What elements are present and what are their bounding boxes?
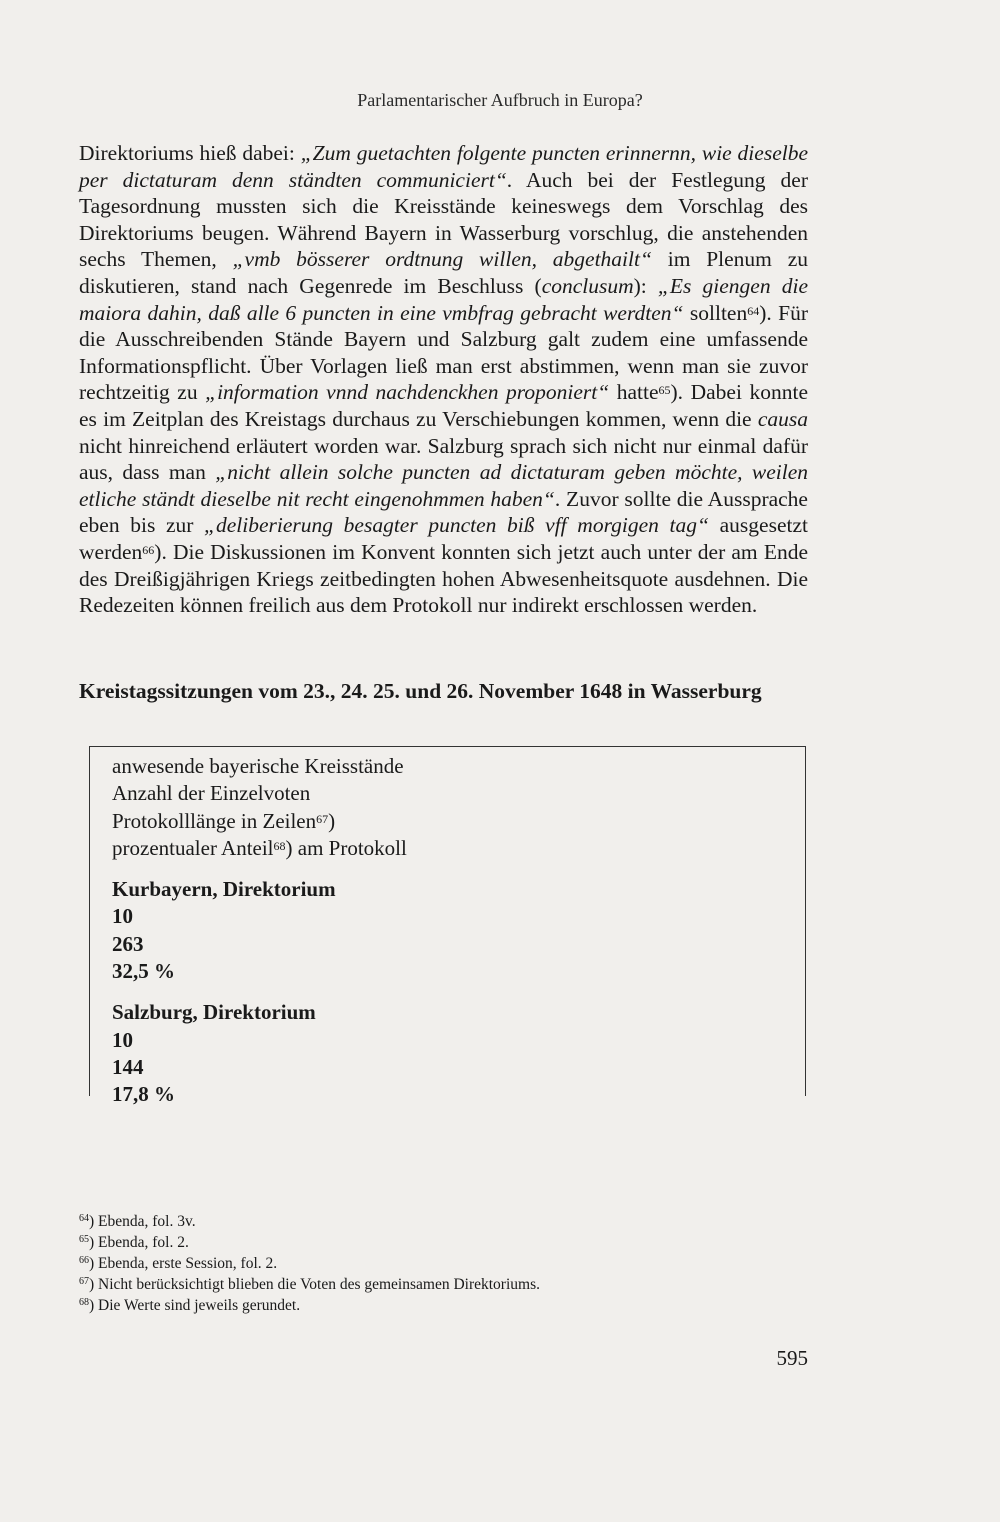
text-run: . Zuvor sollte die Aussprache eben bis zur [79, 486, 808, 538]
table-content [112, 753, 772, 1109]
running-head: Parlamentarischer Aufbruch in Europa? [357, 90, 643, 110]
text-run: prozentualer Anteil [112, 835, 274, 860]
footnote: $^{68}$) Die Werte sind jeweils gerundet. [79, 1297, 301, 1314]
footnote-text: Ebenda, fol. 2. [98, 1234, 189, 1251]
footnote-number: 64 [79, 1213, 89, 1224]
italic-quote: „deliberierung besagter puncten biß vff morgigen tag“ [204, 513, 709, 538]
footnote: $^{66}$) Ebenda, erste Session, fol. 2. [79, 1255, 278, 1272]
text-run: ). Für die Ausschreibenden Stände Bayern und Salzburg galt zudem eine umfassende Informationspflicht. Über Vorlagen ließ man erst abstimmen, wenn man sie zuvor rechtzeitig zu [79, 300, 808, 405]
text-run: ausgesetzt werden [79, 513, 808, 564]
text-run: hatte [609, 380, 659, 405]
table-row-lines: 263 [112, 931, 144, 956]
table-header-line [112, 835, 772, 862]
footnote-text: Ebenda, erste Session, fol. 2. [98, 1255, 278, 1272]
footnote-number: 65 [79, 1234, 89, 1245]
page-number: 595 [776, 1346, 808, 1370]
footnote-text: Die Werte sind jeweils gerundet. [98, 1297, 301, 1314]
italic-quote: „nicht allein solche puncten ad dictaturam geben möchte, weilen etliche ständt dieselbe nit recht eingenohmmen haben“ [79, 460, 809, 511]
text-run: im Plenum zu diskutieren, stand nach Gegenrede im Beschluss ( [79, 247, 808, 298]
text-run: Anzahl der Einzelvoten [112, 781, 311, 806]
italic-quote: causa [757, 406, 808, 431]
italic-quote: „vmb bösserer ordtnung willen, abgethailt“ [232, 247, 652, 272]
body-paragraph [79, 140, 808, 619]
text-run: ) [328, 808, 336, 833]
table-header-line [112, 780, 772, 807]
footnote-number: 68 [79, 1297, 89, 1308]
italic-quote: „Es giengen die maiora dahin, daß alle 6 puncten in eine vmbfrag gebracht werdten“ [79, 273, 808, 325]
footnote: $^{64}$) Ebenda, fol. 3v. [79, 1213, 196, 1230]
footnotes [79, 1211, 808, 1316]
footnote-text: Nicht berücksichtigt blieben die Voten des gemeinsamen Direktoriums. [98, 1276, 540, 1293]
table-row-votes: 10 [112, 1027, 133, 1052]
italic-quote: „information vnnd nachdenckhen proponiert“ [205, 380, 610, 405]
text-run: Protokolllänge in Zeilen [112, 808, 317, 833]
footnote-ref: 66 [142, 542, 155, 557]
footnote: $^{67}$) Nicht berücksichtigt blieben die Voten des gemeinsamen Direktoriums. [79, 1276, 540, 1293]
text-run: ) am Protokoll [285, 835, 407, 860]
table-row-votes: 10 [112, 904, 133, 929]
footnote-text: Ebenda, fol. 3v. [98, 1213, 196, 1230]
text-run: ). Dabei konnte es im Zeitplan des Kreistags durchaus zu Verschiebungen kommen, wenn die [79, 380, 808, 431]
table-row-name: Kurbayern, Direktorium [112, 877, 336, 902]
text-run: ). Die Diskussionen im Konvent konnten sich jetzt auch unter der am Ende des Dreißigjährigen Kriegs zeitbedingten hohen Abwesenheitsquote ausdehnen. Die Redezeiten können freilich aus dem Protokoll nur indirekt erschlossen werden. [79, 539, 808, 618]
footnote-ref: 65 [658, 383, 671, 398]
footnote-number: 67 [79, 1276, 89, 1287]
footnote: $^{65}$) Ebenda, fol. 2. [79, 1234, 189, 1251]
text-run: sollten [683, 300, 748, 325]
text-run: anwesende bayerische Kreisstände [112, 754, 404, 778]
text-run: Direktoriums hieß dabei: [79, 141, 301, 165]
body-text [79, 140, 808, 619]
footnote-ref: 68 [273, 838, 286, 853]
italic-quote: conclusum [541, 273, 634, 298]
footnote-ref: 67 [316, 811, 329, 826]
table-row-lines: 144 [112, 1054, 144, 1079]
statistics-table [89, 746, 806, 1107]
table-header-line [112, 808, 772, 835]
text-run: nicht hinreichend erläutert worden war. Salzburg sprach sich nicht nur einmal dafür aus, dass man [79, 433, 808, 485]
footnote-ref: 64 [747, 303, 760, 318]
section-heading: Kreistagssitzungen vom 23., 24. 25. und 26. November 1648 in Wasserburg [79, 679, 762, 703]
italic-quote: „Zum guetachten folgente puncten erinnernn, wie dieselbe per dictaturam denn ständten communiciert“ [79, 141, 808, 192]
text-run: . Auch bei der Festlegung der Tagesordnung mussten sich die Kreisstände keineswegs dem Vorschlag des Direktoriums beugen. Während Bayern in Wasserburg vorschlug, die anstehenden sechs Themen, [79, 167, 808, 272]
table-row-share: 17,8 % [112, 1082, 175, 1107]
table-row-name: Salzburg, Direktorium [112, 1000, 316, 1025]
table-header-line [112, 753, 772, 780]
table-row-share: 32,5 % [112, 959, 175, 984]
footnote-number: 66 [79, 1255, 89, 1266]
text-run: ): [633, 273, 658, 298]
